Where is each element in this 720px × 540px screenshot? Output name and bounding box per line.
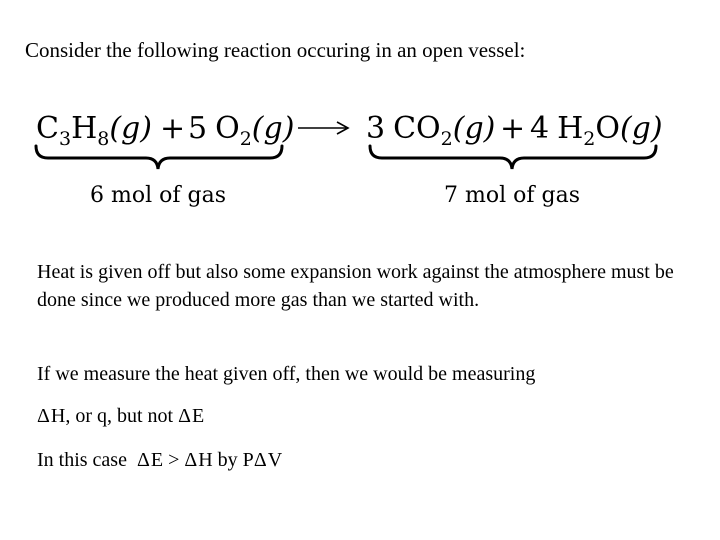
water-coefficient: 4 [530,111,550,146]
svg-text:C3H8(g) [36,111,152,150]
co2-coefficient: 3 [366,111,386,146]
svg-text:4H2O(g) [530,111,663,150]
expansion-work-paragraph: Heat is given off but also some expansion work against the atmosphere must be done since we produced more gas than we started with. [37,261,674,311]
slide-title: Consider the following reaction occuring in an open vessel: [25,38,526,62]
conclusion-text: H by P [198,449,254,471]
oxygen-state: (g) [251,111,295,146]
conclusion-text: V [267,449,283,471]
water-subscript: 2 [583,128,596,150]
water-hydrogen: H [557,111,584,146]
reaction-arrow [298,122,348,134]
conclusion-text: In this case [37,449,137,471]
delta-h-line [37,402,204,430]
measurement-paragraph: If we measure the heat given off, then we would be measuring [37,363,536,385]
carbon-dioxide: CO [393,111,441,146]
delta-h-text: H, or q, but not [50,405,179,427]
left-mol-label: 6 mol of gas [90,183,226,208]
delta-symbol: Δ [253,449,267,471]
plus-sign-left: + [160,111,186,146]
products [366,111,663,150]
oxygen-subscript: 2 [239,128,252,150]
right-mol-label: 7 mol of gas [444,183,580,208]
conclusion-line [37,446,282,474]
delta-e-text: E [191,405,205,427]
svg-text:3CO2(g) [366,111,495,150]
delta-symbol: Δ [37,405,50,427]
propane-hydrogen: H [71,111,98,146]
water-state: (g) [619,111,663,146]
propane-state: (g) [109,111,152,146]
propane-hydrogen-subscript: 8 [97,128,110,150]
propane-carbon: C [36,111,59,146]
delta-symbol: Δ [184,449,198,471]
right-brace [370,146,656,169]
propane-carbon-subscript: 3 [58,128,72,150]
oxygen: O [215,111,240,146]
conclusion-text: E > [150,449,185,471]
plus-sign-right: + [500,111,526,146]
reactants [36,111,294,150]
svg-text:5O2(g) [188,111,294,150]
reaction-equation [0,0,720,240]
delta-symbol: Δ [178,405,191,427]
water-oxygen: O [595,111,620,146]
oxygen-coefficient: 5 [188,111,208,146]
co2-state: (g) [452,111,496,146]
delta-symbol: Δ [136,449,150,471]
co2-subscript: 2 [440,128,453,150]
